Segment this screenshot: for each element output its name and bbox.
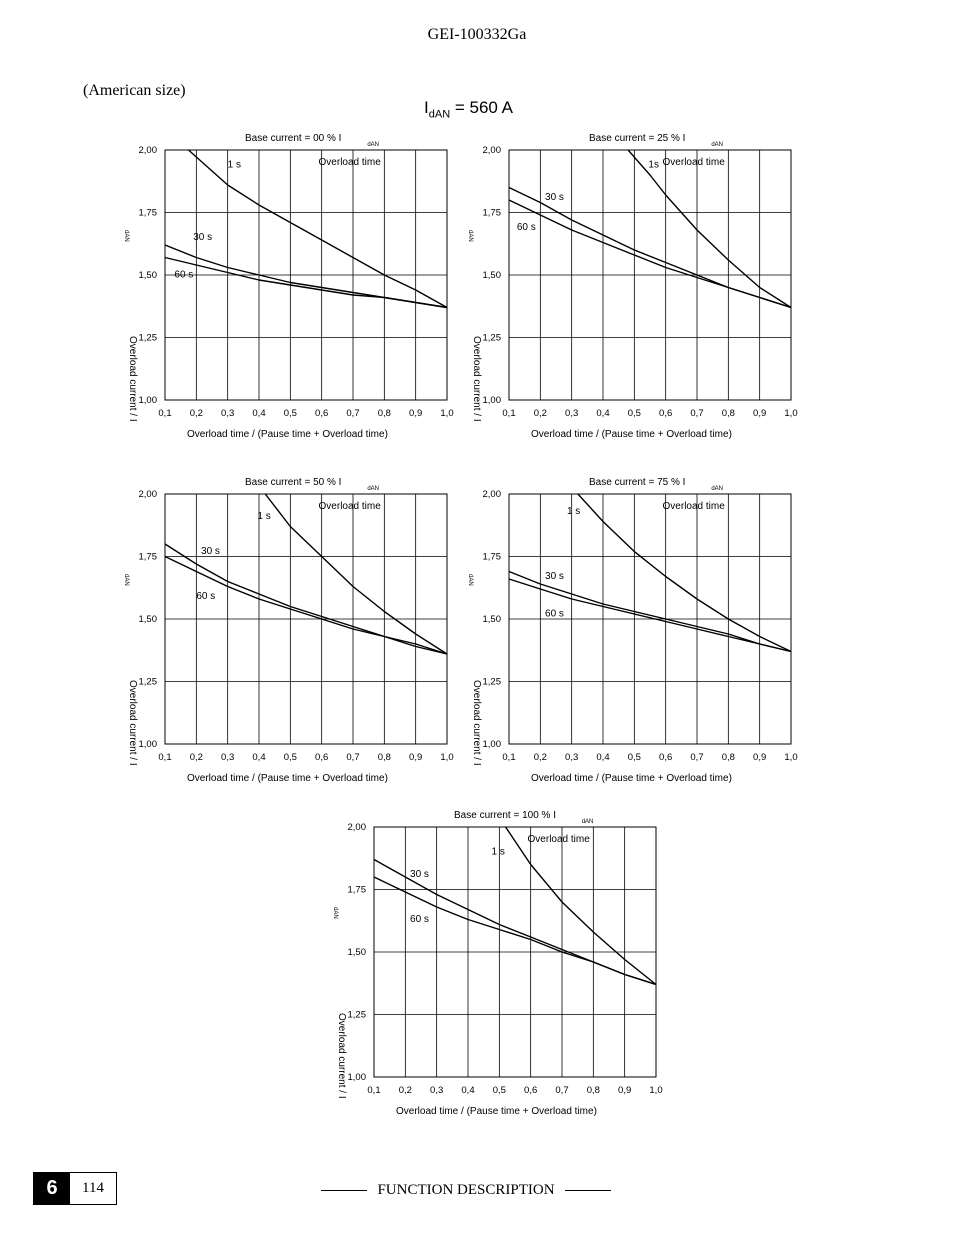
- section-number: 6: [34, 1173, 70, 1204]
- x-tick-label: 0,6: [524, 1085, 538, 1096]
- page-number: 114: [82, 1180, 104, 1196]
- series-label: 1 s: [566, 506, 581, 517]
- y-tick-label: 1,50: [138, 614, 157, 625]
- footer-rule-right: [565, 1190, 611, 1191]
- x-tick-label: 0,2: [533, 752, 547, 763]
- y-axis-label-subscript: dAN: [123, 230, 129, 242]
- x-tick-label: 0,4: [596, 752, 610, 763]
- y-tick-label: 1,50: [347, 947, 366, 958]
- y-tick-label: 1,75: [138, 207, 157, 219]
- x-tick-label: 0,6: [315, 408, 329, 419]
- y-tick-label: 2,00: [138, 489, 157, 500]
- y-tick-label: 1,50: [138, 270, 157, 281]
- x-tick-label: 0,9: [753, 752, 767, 763]
- x-tick-label: 1,0: [784, 408, 798, 419]
- series-label: 30 s: [545, 571, 564, 582]
- x-tick-label: 0,2: [189, 752, 203, 763]
- x-tick-label: 0,2: [398, 1085, 412, 1096]
- x-tick-label: 1,0: [784, 752, 798, 763]
- x-tick-label: 1,0: [649, 1085, 663, 1096]
- rating-value: = 560 A: [450, 98, 514, 117]
- y-tick-label: 1,25: [482, 676, 501, 688]
- x-tick-label: 0,8: [721, 408, 735, 419]
- series-label: 30 s: [545, 192, 564, 203]
- y-axis-label-subscript: dAN: [332, 907, 338, 919]
- y-tick-label: 1,00: [138, 395, 157, 406]
- x-tick-label: 0,5: [283, 752, 297, 763]
- chart-title-subscript: dAN: [711, 142, 724, 148]
- y-axis-label: Overload current / I: [127, 336, 138, 422]
- y-tick-label: 1,75: [138, 551, 157, 563]
- x-tick-label: 0,2: [189, 408, 203, 419]
- document-id: GEI-100332Ga: [427, 26, 527, 43]
- series-label: 1s: [648, 159, 659, 171]
- x-tick-label: 1,0: [440, 408, 454, 419]
- y-tick-label: 1,75: [482, 551, 501, 563]
- x-tick-label: 0,5: [492, 1085, 506, 1096]
- y-axis-label-subscript: dAN: [467, 574, 473, 586]
- x-tick-label: 0,8: [377, 752, 391, 763]
- x-axis-label: Overload time / (Pause time + Overload time): [187, 429, 388, 440]
- rating-subscript: dAN: [428, 108, 451, 121]
- x-tick-label: 0,1: [158, 408, 172, 419]
- y-tick-label: 1,75: [347, 884, 366, 896]
- chart-title-subscript: dAN: [581, 819, 594, 825]
- x-tick-label: 0,1: [367, 1085, 381, 1096]
- x-tick-label: 0,3: [430, 1085, 444, 1096]
- chart-base-current-75: [464, 472, 804, 787]
- x-tick-label: 0,7: [690, 752, 704, 763]
- series-curve: [628, 150, 791, 308]
- x-tick-label: 0,7: [555, 1085, 569, 1096]
- chart-title: Base current = 50 % I: [245, 477, 342, 488]
- series-curve: [506, 827, 656, 985]
- x-tick-label: 0,3: [565, 752, 579, 763]
- overload-time-annotation: Overload time: [662, 501, 725, 512]
- x-tick-label: 1,0: [440, 752, 454, 763]
- y-tick-label: 2,00: [482, 489, 501, 500]
- series-label: 60 s: [174, 269, 194, 281]
- section-tab: [33, 1172, 117, 1205]
- x-axis-label: Overload time / (Pause time + Overload time): [396, 1106, 597, 1117]
- x-tick-label: 0,7: [690, 408, 704, 419]
- series-curve: [165, 557, 447, 655]
- chart-title-subscript: dAN: [367, 486, 380, 492]
- overload-time-annotation: Overload time: [662, 157, 725, 168]
- y-axis-label: Overload current / I: [471, 336, 482, 422]
- x-axis-label: Overload time / (Pause time + Overload time): [531, 429, 732, 440]
- chart-svg: [120, 472, 460, 787]
- y-tick-label: 1,75: [482, 207, 501, 219]
- footer-title-text: FUNCTION DESCRIPTION: [377, 1182, 555, 1198]
- y-tick-label: 2,00: [347, 822, 366, 833]
- y-tick-label: 1,25: [347, 1009, 366, 1021]
- chart-svg: [464, 128, 804, 443]
- y-axis-label: Overload current / I: [336, 1013, 347, 1099]
- y-tick-label: 1,25: [138, 676, 157, 688]
- x-tick-label: 0,3: [565, 408, 579, 419]
- x-tick-label: 0,8: [721, 752, 735, 763]
- x-tick-label: 0,5: [283, 408, 297, 419]
- x-tick-label: 0,5: [627, 408, 641, 419]
- series-label: 30 s: [193, 232, 213, 243]
- series-curve: [509, 188, 791, 308]
- chart-title-subscript: dAN: [711, 486, 724, 492]
- x-tick-label: 0,2: [533, 408, 547, 419]
- x-tick-label: 0,4: [461, 1085, 475, 1096]
- chart-svg: [120, 128, 460, 443]
- y-tick-label: 1,50: [482, 270, 501, 281]
- footer-section-title: [318, 1182, 614, 1199]
- chart-title: Base current = 75 % I: [589, 477, 686, 488]
- x-tick-label: 0,9: [409, 752, 423, 763]
- overload-time-annotation: Overload time: [318, 157, 381, 168]
- y-axis-label: Overload current / I: [127, 680, 138, 766]
- series-label: 60 s: [410, 914, 429, 925]
- y-tick-label: 1,25: [138, 332, 157, 344]
- overload-time-annotation: Overload time: [318, 501, 381, 512]
- size-note: (American size): [83, 82, 186, 99]
- rating-symbol: I: [424, 98, 429, 117]
- chart-base-current-100: [329, 805, 669, 1120]
- x-tick-label: 0,4: [252, 752, 266, 763]
- series-label: 60 s: [516, 222, 536, 233]
- x-axis-label: Overload time / (Pause time + Overload time): [187, 773, 388, 784]
- chart-base-current-50: [120, 472, 460, 787]
- x-axis-label: Overload time / (Pause time + Overload time): [531, 773, 732, 784]
- x-tick-label: 0,1: [158, 752, 172, 763]
- y-tick-label: 1,00: [482, 739, 501, 750]
- y-tick-label: 1,00: [347, 1072, 366, 1083]
- x-tick-label: 0,7: [346, 752, 360, 763]
- x-tick-label: 0,9: [753, 408, 767, 419]
- x-tick-label: 0,3: [221, 408, 235, 419]
- series-label: 60 s: [196, 591, 216, 602]
- x-tick-label: 0,4: [596, 408, 610, 419]
- series-label: 1 s: [491, 846, 505, 858]
- series-label: 1 s: [257, 511, 271, 522]
- series-label: 30 s: [201, 546, 220, 557]
- chart-svg: [464, 472, 804, 787]
- chart-title-subscript: dAN: [367, 142, 380, 148]
- series-label: 60 s: [545, 608, 564, 620]
- series-curve: [165, 245, 447, 308]
- y-axis-label-subscript: dAN: [123, 574, 129, 586]
- y-tick-label: 1,00: [482, 395, 501, 406]
- x-tick-label: 0,4: [252, 408, 266, 419]
- series-curve: [509, 200, 791, 308]
- chart-title: Base current = 25 % I: [589, 133, 686, 144]
- chart-base-current-00: [120, 128, 460, 443]
- x-tick-label: 0,8: [586, 1085, 600, 1096]
- x-tick-label: 0,7: [346, 408, 360, 419]
- chart-title: Base current = 100 % I: [454, 810, 557, 821]
- y-tick-label: 1,25: [482, 332, 501, 344]
- series-curve: [578, 494, 791, 652]
- x-tick-label: 0,1: [502, 752, 516, 763]
- x-tick-label: 0,9: [618, 1085, 632, 1096]
- x-tick-label: 0,9: [409, 408, 423, 419]
- y-tick-label: 2,00: [482, 145, 501, 156]
- x-tick-label: 0,8: [377, 408, 391, 419]
- series-label: 30 s: [410, 869, 429, 880]
- y-tick-label: 1,50: [482, 614, 501, 625]
- y-tick-label: 2,00: [138, 145, 157, 156]
- overload-time-annotation: Overload time: [527, 834, 590, 845]
- rated-current: [424, 98, 513, 120]
- x-tick-label: 0,3: [221, 752, 235, 763]
- y-axis-label: Overload current / I: [471, 680, 482, 766]
- chart-title: Base current = 00 % I: [245, 133, 342, 144]
- chart-svg: [329, 805, 669, 1120]
- x-tick-label: 0,5: [627, 752, 641, 763]
- y-tick-label: 1,00: [138, 739, 157, 750]
- x-tick-label: 0,6: [659, 408, 673, 419]
- y-axis-label-subscript: dAN: [467, 230, 473, 242]
- series-label: 1 s: [227, 159, 242, 171]
- x-tick-label: 0,6: [315, 752, 329, 763]
- chart-base-current-25: [464, 128, 804, 443]
- footer-rule-left: [321, 1190, 367, 1191]
- x-tick-label: 0,1: [502, 408, 516, 419]
- x-tick-label: 0,6: [659, 752, 673, 763]
- series-curve: [165, 258, 447, 308]
